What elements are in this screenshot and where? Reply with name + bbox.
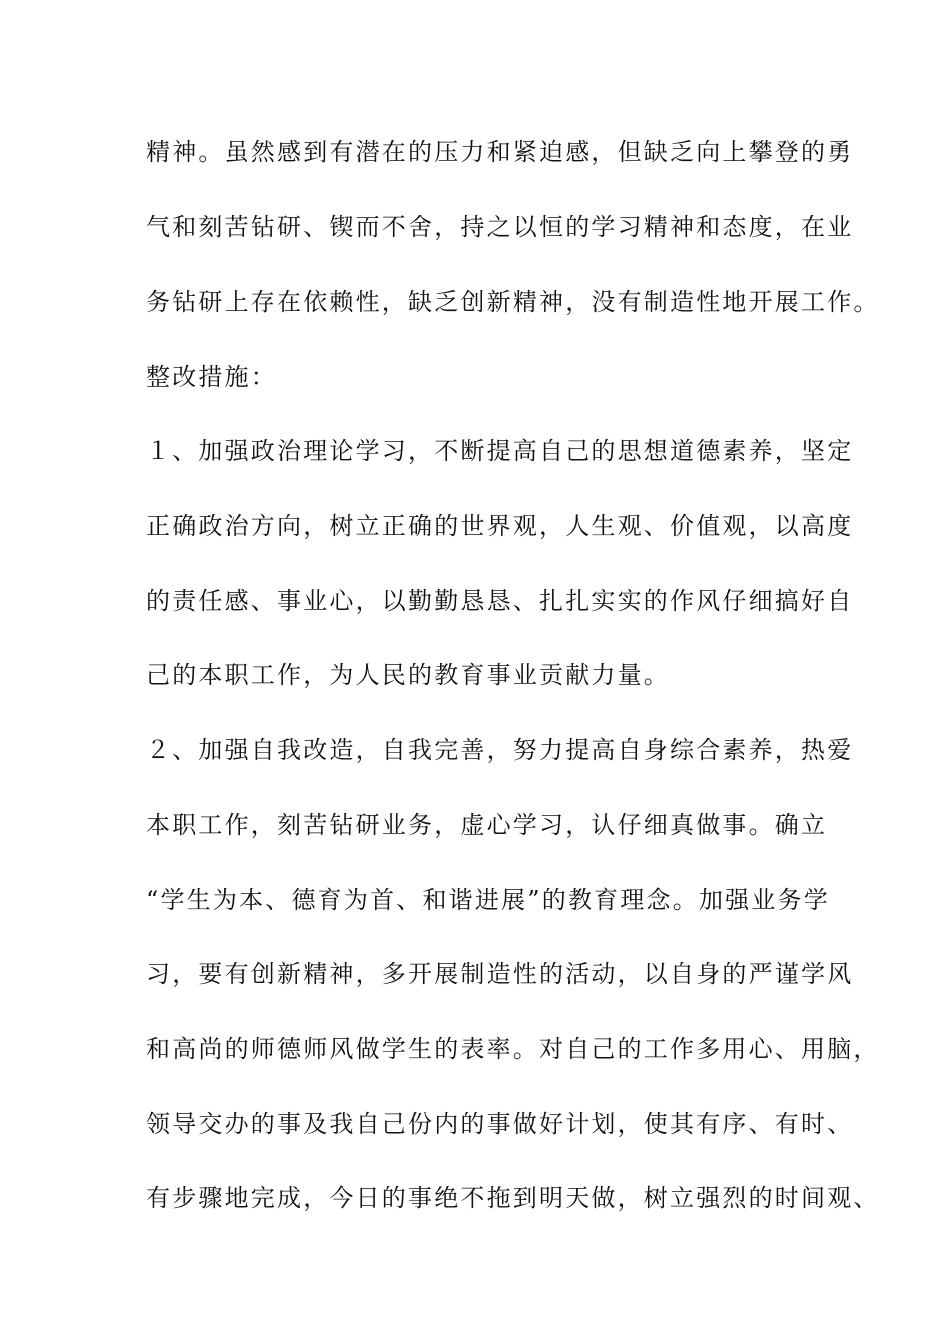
body-text-line: 己的本职工作，为人民的教育事业贡献力量。 [146,661,670,689]
body-text-line: “学生为本、德育为首、和谐进展”的教育理念。加强业务学 [146,886,830,914]
body-text-line: 正确政治方向，树立正确的世界观，人生观、价值观，以高度 [146,512,854,540]
body-text-line: 本职工作，刻苦钻研业务，虚心学习，认仔细真做事。确立 [146,811,828,839]
body-text-line: 习，要有创新精神，多开展制造性的活动，以自身的严谨学风 [146,960,854,988]
body-text-line: 和高尚的师德师风做学生的表率。对自己的工作多用心、用脑， [146,1035,880,1063]
body-text-line: ２、加强自我改造，自我完善，努力提高自身综合素养，热爱 [146,736,854,764]
body-text-line: 精神。虽然感到有潜在的压力和紧迫感，但缺乏向上攀登的勇 [146,138,854,166]
body-text-line: 务钻研上存在依赖性，缺乏创新精神，没有制造性地开展工作。 [146,288,880,316]
body-text-line: 有步骤地完成，今日的事绝不拖到明天做，树立强烈的时间观、 [146,1184,880,1212]
body-text-line: 气和刻苦钻研、锲而不舍，持之以恒的学习精神和态度，在业 [146,213,854,241]
body-text-line: 的责任感、事业心，以勤勤恳恳、扎扎实实的作风仔细搞好自 [146,587,854,615]
body-text-line: １、加强政治理论学习，不断提高自己的思想道德素养，坚定 [146,437,854,465]
body-text-line: 领导交办的事及我自己份内的事做好计划，使其有序、有时、 [146,1110,854,1138]
section-heading: 整改措施： [146,363,277,391]
